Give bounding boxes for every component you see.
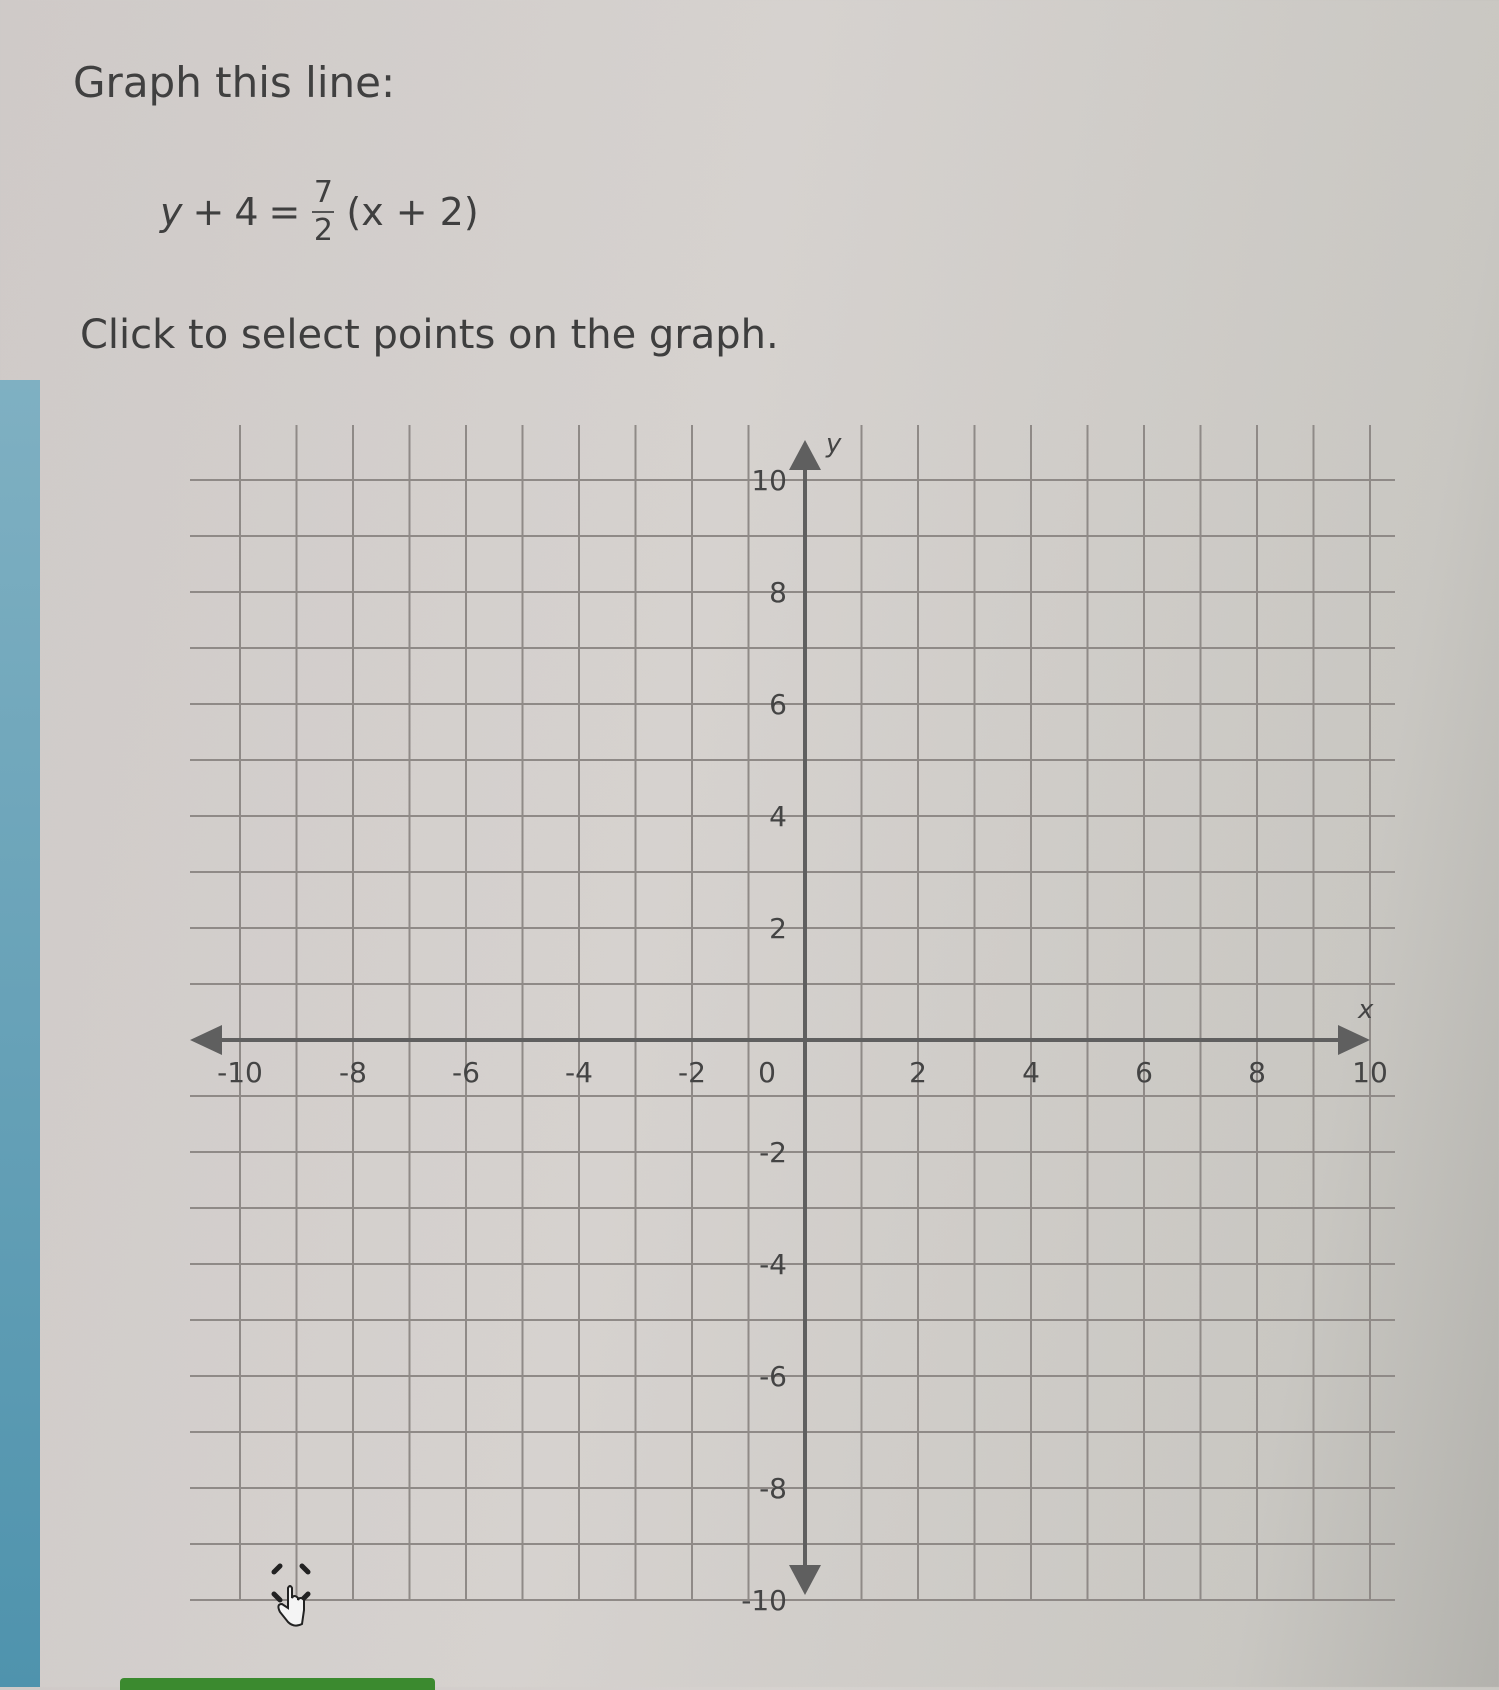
x-axis-right-arrow-icon xyxy=(1338,1025,1370,1055)
y-tick-label: 10 xyxy=(751,464,787,497)
x-tick-label: -4 xyxy=(565,1056,593,1089)
equation-equals: = xyxy=(268,190,301,234)
y-tick-label: -4 xyxy=(759,1248,787,1281)
x-axis xyxy=(190,1025,1370,1055)
equation-y-var: y xyxy=(160,190,183,234)
x-tick-labels xyxy=(217,1056,1388,1089)
y-axis-up-arrow-icon xyxy=(789,440,821,470)
question-title: Graph this line: xyxy=(73,58,396,107)
x-tick-label: 8 xyxy=(1248,1056,1266,1089)
x-tick-label: 4 xyxy=(1022,1056,1040,1089)
y-tick-label: 6 xyxy=(769,688,787,721)
hand-pointer-cursor-icon xyxy=(262,1560,322,1640)
y-tick-label: -8 xyxy=(759,1472,787,1505)
y-axis xyxy=(789,440,821,1595)
x-tick-label: 6 xyxy=(1135,1056,1153,1089)
y-axis-label: y xyxy=(826,429,842,459)
y-tick-label: 4 xyxy=(769,800,787,833)
x-tick-label: -6 xyxy=(452,1056,480,1089)
x-tick-label: 0 xyxy=(758,1056,776,1089)
fraction-denominator: 2 xyxy=(313,213,333,248)
y-tick-label: -10 xyxy=(741,1584,787,1617)
x-tick-label: -10 xyxy=(217,1056,263,1089)
graph-grid xyxy=(190,425,1395,1600)
x-tick-label: 2 xyxy=(909,1056,927,1089)
equation-rhs: (x + 2) xyxy=(346,190,479,234)
y-tick-label: 8 xyxy=(769,576,787,609)
x-tick-label: -2 xyxy=(678,1056,706,1089)
y-tick-label: 2 xyxy=(769,912,787,945)
y-tick-label: -2 xyxy=(759,1136,787,1169)
equation-constant: 4 xyxy=(234,190,259,234)
x-axis-left-arrow-icon xyxy=(190,1025,222,1055)
equation-plus: + xyxy=(192,190,225,234)
y-axis-down-arrow-icon xyxy=(789,1565,821,1595)
x-tick-label: 10 xyxy=(1352,1056,1388,1089)
x-axis-label: x xyxy=(1358,995,1374,1025)
fraction-numerator: 7 xyxy=(313,175,333,210)
submit-button[interactable] xyxy=(120,1678,435,1690)
instruction-text: Click to select points on the graph. xyxy=(80,312,779,358)
x-tick-label: -8 xyxy=(339,1056,367,1089)
y-tick-label: -6 xyxy=(759,1360,787,1393)
